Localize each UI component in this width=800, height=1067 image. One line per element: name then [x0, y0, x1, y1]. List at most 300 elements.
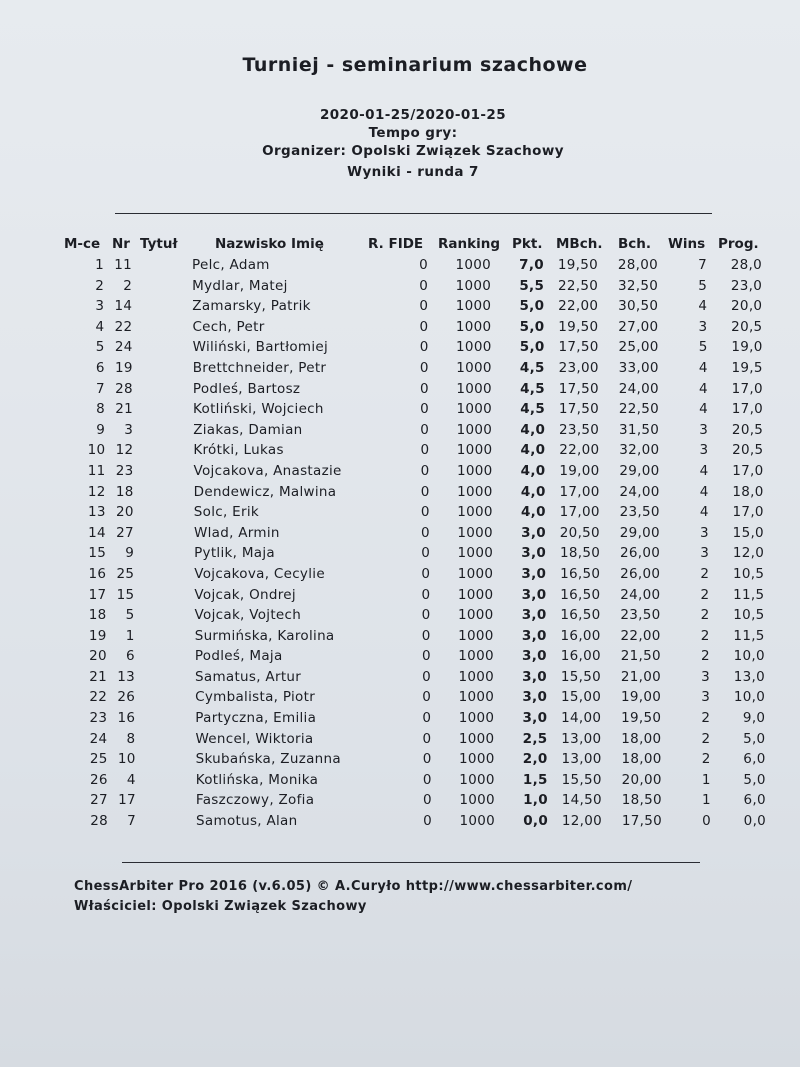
ranking-cell: 1000	[458, 668, 494, 685]
place-cell: 3	[95, 298, 105, 315]
bch-cell: 18,00	[621, 751, 662, 768]
prog-cell: 28,0	[730, 257, 762, 273]
prog-cell: 17,0	[731, 380, 763, 397]
points-cell: 4,5	[520, 401, 546, 418]
prog-cell: 10,5	[732, 565, 765, 582]
points-cell: 7,0	[519, 257, 544, 273]
fide-rating-cell: 0	[421, 607, 431, 624]
ranking-cell: 1000	[458, 730, 495, 747]
name-cell: Vojcak, Vojtech	[194, 607, 302, 624]
prog-cell: 10,0	[733, 689, 766, 706]
wins-cell: 4	[699, 401, 709, 418]
bch-cell: 21,00	[620, 668, 661, 685]
place-cell: 22	[89, 689, 108, 706]
points-cell: 3,0	[522, 689, 548, 706]
place-cell: 9	[96, 421, 106, 438]
number-cell: 8	[126, 730, 136, 747]
points-cell: 1,0	[523, 792, 548, 809]
table-row	[3, 687, 800, 708]
mbch-cell: 20,50	[559, 524, 600, 541]
wins-cell: 2	[701, 730, 711, 747]
fide-rating-cell: 0	[421, 648, 431, 665]
number-cell: 25	[116, 565, 135, 582]
fide-rating-cell: 0	[419, 359, 429, 376]
wins-cell: 2	[701, 710, 711, 727]
points-cell: 4,5	[520, 380, 545, 397]
ranking-cell: 1000	[457, 545, 494, 562]
points-cell: 3,0	[522, 710, 548, 727]
points-cell: 4,0	[520, 483, 546, 500]
number-cell: 2	[123, 277, 133, 294]
wins-cell: 2	[700, 627, 710, 644]
table-row	[3, 667, 800, 688]
points-cell: 3,0	[522, 668, 547, 685]
ranking-cell: 1000	[459, 792, 495, 809]
header-place: M-ce	[64, 236, 101, 252]
place-cell: 19	[88, 627, 107, 644]
prog-cell: 20,5	[731, 318, 763, 335]
points-cell: 3,0	[521, 627, 547, 644]
bch-cell: 32,50	[617, 277, 659, 294]
wins-cell: 2	[700, 648, 710, 665]
place-cell: 24	[89, 730, 108, 747]
number-cell: 10	[117, 751, 136, 768]
table-row	[3, 605, 800, 626]
header-name: Nazwisko Imię	[215, 236, 324, 252]
number-cell: 13	[117, 668, 135, 685]
fide-rating-cell: 0	[420, 421, 430, 438]
ranking-cell: 1000	[458, 648, 494, 665]
ranking-cell: 1000	[458, 689, 495, 706]
bch-cell: 27,00	[618, 318, 659, 335]
points-cell: 2,5	[522, 730, 548, 747]
place-cell: 16	[88, 565, 107, 582]
points-cell: 3,0	[522, 648, 547, 665]
bch-cell: 26,00	[619, 545, 661, 562]
points-cell: 5,5	[519, 277, 545, 294]
header-wins: Wins	[668, 236, 706, 252]
header-prog: Prog.	[718, 236, 759, 252]
points-cell: 5,0	[519, 318, 545, 335]
name-cell: Pytlik, Maja	[194, 545, 275, 562]
bch-cell: 22,50	[618, 401, 660, 418]
tempo-label: Tempo gry:	[368, 125, 458, 141]
fide-rating-cell: 0	[420, 380, 429, 397]
fide-rating-cell: 0	[420, 401, 430, 418]
name-cell: Kotlińska, Monika	[195, 771, 319, 788]
wins-cell: 2	[701, 751, 711, 768]
ranking-cell: 1000	[457, 483, 493, 500]
table-row	[0, 255, 800, 276]
name-cell: Kotliński, Wojciech	[193, 401, 324, 418]
prog-cell: 12,0	[732, 545, 765, 562]
prog-cell: 19,5	[731, 359, 763, 376]
mbch-cell: 19,50	[557, 257, 598, 273]
fide-rating-cell: 0	[420, 504, 430, 521]
bch-cell: 21,50	[620, 648, 661, 665]
number-cell: 19	[114, 359, 133, 376]
bch-cell: 20,00	[621, 771, 662, 788]
mbch-cell: 12,00	[561, 813, 603, 830]
bch-cell: 17,50	[621, 813, 663, 830]
points-cell: 4,0	[520, 504, 546, 521]
name-cell: Surmińska, Karolina	[194, 627, 335, 644]
mbch-cell: 15,00	[560, 689, 602, 706]
place-cell: 20	[89, 648, 107, 665]
bch-cell: 29,00	[619, 462, 660, 479]
wins-cell: 2	[700, 607, 710, 624]
mbch-cell: 15,50	[560, 668, 601, 685]
mbch-cell: 19,50	[558, 318, 599, 335]
wins-cell: 2	[700, 565, 710, 582]
mbch-cell: 23,00	[558, 359, 599, 376]
bch-cell: 23,50	[619, 504, 660, 521]
number-cell: 23	[115, 462, 134, 479]
ranking-cell: 1000	[455, 277, 492, 294]
place-cell: 25	[89, 751, 108, 768]
fide-rating-cell: 0	[419, 339, 429, 356]
points-cell: 4,0	[520, 462, 546, 479]
wins-cell: 2	[700, 586, 710, 603]
place-cell: 10	[87, 442, 106, 459]
ranking-cell: 1000	[459, 813, 496, 830]
points-cell: 5,0	[519, 298, 545, 315]
header-title: Tytuł	[140, 236, 178, 252]
fide-rating-cell: 0	[421, 524, 430, 541]
fide-rating-cell: 0	[423, 792, 432, 809]
organizer-line: Organizer: Opolski Związek Szachowy	[262, 143, 564, 159]
number-cell: 6	[125, 648, 135, 665]
name-cell: Pelc, Adam	[192, 257, 270, 273]
owner-line: Właściciel: Opolski Związek Szachowy	[74, 899, 367, 914]
number-cell: 3	[124, 421, 134, 438]
place-cell: 13	[88, 504, 106, 521]
fide-rating-cell: 0	[421, 627, 431, 644]
mbch-cell: 13,00	[561, 751, 602, 768]
prog-cell: 5,0	[743, 771, 766, 788]
software-credit: ChessArbiter Pro 2016 (v.6.05) © A.Curyło http://www.chessarbiter.com/	[74, 879, 633, 894]
bch-cell: 19,00	[620, 689, 662, 706]
ranking-cell: 1000	[456, 359, 492, 376]
wins-cell: 0	[702, 813, 712, 830]
fide-rating-cell: 0	[420, 462, 430, 479]
bch-cell: 18,50	[621, 792, 662, 809]
table-row	[3, 729, 800, 750]
mbch-cell: 19,00	[559, 462, 600, 479]
points-cell: 3,0	[521, 607, 547, 624]
mbch-cell: 17,50	[558, 380, 599, 397]
fide-rating-cell: 0	[420, 442, 430, 459]
name-cell: Cech, Petr	[192, 318, 265, 335]
ranking-cell: 1000	[455, 257, 491, 273]
wins-cell: 4	[699, 483, 709, 500]
prog-cell: 0,0	[743, 813, 767, 830]
table-row	[4, 811, 800, 832]
points-cell: 4,0	[520, 421, 546, 438]
bch-cell: 32,00	[619, 442, 660, 459]
number-cell: 17	[118, 792, 136, 809]
name-cell: Wencel, Wiktoria	[195, 730, 314, 747]
footer-divider	[122, 862, 700, 863]
table-row	[2, 523, 800, 544]
place-cell: 12	[87, 483, 106, 500]
prog-cell: 15,0	[732, 524, 764, 541]
points-cell: 0,0	[523, 813, 549, 830]
place-cell: 17	[88, 586, 107, 603]
name-cell: Dendewicz, Malwina	[193, 483, 337, 500]
wins-cell: 4	[699, 504, 709, 521]
mbch-cell: 17,00	[559, 504, 600, 521]
table-row	[0, 296, 800, 317]
mbch-cell: 15,50	[561, 771, 602, 788]
prog-cell: 23,0	[730, 277, 763, 294]
name-cell: Brettchneider, Petr	[192, 359, 327, 376]
place-cell: 21	[89, 668, 107, 685]
name-cell: Samotus, Alan	[196, 813, 298, 830]
prog-cell: 9,0	[742, 710, 766, 727]
prog-cell: 17,0	[731, 401, 764, 418]
mbch-cell: 16,50	[560, 607, 601, 624]
wins-cell: 3	[698, 318, 708, 335]
bch-cell: 23,50	[620, 607, 661, 624]
number-cell: 4	[126, 771, 136, 788]
name-cell: Podleś, Maja	[194, 648, 283, 665]
ranking-cell: 1000	[458, 710, 495, 727]
mbch-cell: 23,50	[559, 421, 600, 438]
mbch-cell: 18,50	[559, 545, 601, 562]
table-row	[2, 502, 800, 523]
fide-rating-cell: 0	[419, 257, 428, 273]
place-cell: 28	[90, 813, 109, 830]
table-row	[2, 585, 800, 606]
ranking-cell: 1000	[455, 318, 492, 335]
place-cell: 2	[95, 277, 105, 294]
number-cell: 27	[116, 524, 134, 541]
prog-cell: 20,5	[731, 421, 764, 438]
bch-cell: 24,00	[618, 380, 659, 397]
wins-cell: 4	[698, 298, 708, 315]
points-cell: 3,0	[521, 524, 546, 541]
name-cell: Ziakas, Damian	[193, 421, 303, 438]
table-row	[1, 399, 800, 420]
place-cell: 23	[89, 710, 108, 727]
wins-cell: 5	[698, 339, 708, 356]
mbch-cell: 22,00	[559, 442, 600, 459]
fide-rating-cell: 0	[419, 277, 429, 294]
wins-cell: 7	[698, 257, 707, 273]
number-cell: 24	[114, 339, 133, 356]
ranking-cell: 1000	[456, 421, 493, 438]
prog-cell: 6,0	[743, 751, 766, 768]
header-divider	[115, 213, 712, 214]
bch-cell: 29,00	[619, 524, 660, 541]
mbch-cell: 16,00	[560, 648, 601, 665]
wins-cell: 3	[699, 442, 709, 459]
place-cell: 18	[88, 607, 107, 624]
bch-cell: 33,00	[618, 359, 659, 376]
header-nr: Nr	[112, 236, 130, 252]
ranking-cell: 1000	[456, 462, 493, 479]
prog-cell: 20,0	[731, 298, 763, 315]
mbch-cell: 16,00	[560, 627, 601, 644]
fide-rating-cell: 0	[421, 565, 431, 582]
prog-cell: 5,0	[743, 730, 766, 747]
fide-rating-cell: 0	[420, 483, 430, 500]
fide-rating-cell: 0	[422, 689, 432, 706]
name-cell: Solc, Erik	[193, 504, 260, 521]
name-cell: Krótki, Lukas	[193, 442, 284, 459]
prog-cell: 10,5	[733, 607, 765, 624]
place-cell: 8	[96, 401, 106, 418]
fide-rating-cell: 0	[422, 751, 432, 768]
name-cell: Cymbalista, Piotr	[195, 689, 316, 706]
ranking-cell: 1000	[457, 586, 494, 603]
name-cell: Vojcakova, Anastazie	[193, 462, 342, 479]
points-cell: 1,5	[522, 771, 548, 788]
bch-cell: 24,00	[620, 586, 661, 603]
ranking-cell: 1000	[459, 771, 495, 788]
mbch-cell: 22,50	[557, 277, 599, 294]
mbch-cell: 22,00	[558, 298, 599, 315]
number-cell: 18	[115, 483, 134, 500]
table-row	[0, 317, 800, 338]
number-cell: 5	[125, 607, 135, 624]
place-cell: 7	[96, 380, 105, 397]
prog-cell: 18,0	[732, 483, 764, 500]
fide-rating-cell: 0	[422, 730, 432, 747]
wins-cell: 4	[699, 380, 708, 397]
name-cell: Vojcakova, Cecylie	[194, 565, 325, 582]
points-cell: 2,0	[522, 751, 548, 768]
table-row	[2, 461, 800, 482]
name-cell: Zamarsky, Patrik	[192, 298, 311, 315]
bch-cell: 28,00	[617, 257, 658, 273]
header-ranking: Ranking	[438, 236, 500, 252]
prog-cell: 17,0	[732, 462, 764, 479]
place-cell: 6	[95, 359, 105, 376]
ranking-cell: 1000	[456, 442, 493, 459]
place-cell: 26	[89, 771, 108, 788]
table-row	[1, 358, 800, 379]
name-cell: Partyczna, Emilia	[195, 710, 317, 727]
header-mbch: MBch.	[556, 236, 603, 252]
table-row	[0, 276, 800, 297]
ranking-cell: 1000	[457, 565, 494, 582]
tournament-dates: 2020-01-25/2020-01-25	[319, 107, 507, 123]
fide-rating-cell: 0	[421, 545, 431, 562]
bch-cell: 22,00	[620, 627, 661, 644]
ranking-cell: 1000	[456, 339, 492, 356]
wins-cell: 4	[699, 462, 709, 479]
wins-cell: 1	[701, 771, 711, 788]
points-cell: 3,0	[521, 545, 547, 562]
place-cell: 5	[95, 339, 105, 356]
wins-cell: 3	[701, 689, 711, 706]
wins-cell: 4	[698, 359, 708, 376]
wins-cell: 3	[700, 545, 710, 562]
ranking-cell: 1000	[458, 627, 494, 644]
mbch-cell: 17,50	[558, 339, 599, 356]
fide-rating-cell: 0	[422, 668, 431, 685]
number-cell: 7	[127, 813, 137, 830]
table-row	[1, 337, 800, 358]
ranking-cell: 1000	[455, 298, 492, 315]
place-cell: 1	[95, 257, 104, 273]
name-cell: Podleś, Bartosz	[192, 380, 301, 397]
wins-cell: 1	[702, 792, 711, 809]
place-cell: 15	[88, 545, 107, 562]
table-row	[1, 379, 800, 400]
tournament-title: Turniej - seminarium szachowe	[242, 54, 588, 76]
table-row	[2, 482, 800, 503]
prog-cell: 20,5	[732, 442, 764, 459]
mbch-cell: 17,50	[558, 401, 600, 418]
number-cell: 9	[125, 545, 135, 562]
place-cell: 27	[90, 792, 108, 809]
fide-rating-cell: 0	[419, 318, 429, 335]
name-cell: Faszczowy, Zofia	[195, 792, 315, 809]
table-row	[4, 790, 800, 811]
bch-cell: 18,00	[621, 730, 662, 747]
number-cell: 26	[117, 689, 136, 706]
number-cell: 1	[125, 627, 135, 644]
table-row	[3, 626, 800, 647]
ranking-cell: 1000	[456, 401, 493, 418]
name-cell: Vojcak, Ondrej	[194, 586, 296, 603]
table-row	[1, 440, 800, 461]
ranking-cell: 1000	[457, 607, 494, 624]
table-row	[4, 770, 800, 791]
ranking-cell: 1000	[457, 524, 493, 541]
name-cell: Wlad, Armin	[193, 524, 280, 541]
results-table	[0, 255, 800, 832]
mbch-cell: 17,00	[559, 483, 600, 500]
prog-cell: 17,0	[732, 504, 764, 521]
name-cell: Wiliński, Bartłomiej	[192, 339, 329, 356]
table-row	[3, 646, 800, 667]
bch-cell: 30,50	[618, 298, 659, 315]
wins-cell: 5	[698, 277, 708, 294]
prog-cell: 11,5	[733, 627, 765, 644]
points-cell: 4,0	[520, 442, 546, 459]
table-row	[4, 749, 800, 770]
round-label: Wyniki - runda 7	[347, 164, 479, 180]
ranking-cell: 1000	[457, 504, 493, 521]
points-cell: 3,0	[521, 565, 547, 582]
header-bch: Bch.	[618, 236, 652, 252]
points-cell: 5,0	[519, 339, 545, 356]
fide-rating-cell: 0	[421, 586, 431, 603]
fide-rating-cell: 0	[423, 813, 433, 830]
place-cell: 11	[87, 462, 106, 479]
number-cell: 15	[116, 586, 135, 603]
points-cell: 4,5	[519, 359, 545, 376]
number-cell: 11	[114, 257, 132, 273]
table-row	[3, 708, 800, 729]
mbch-cell: 16,50	[560, 565, 601, 582]
prog-cell: 10,0	[733, 648, 765, 665]
bch-cell: 26,00	[620, 565, 661, 582]
mbch-cell: 13,00	[561, 730, 602, 747]
number-cell: 16	[117, 710, 136, 727]
place-cell: 4	[95, 318, 105, 335]
wins-cell: 3	[699, 421, 709, 438]
fide-rating-cell: 0	[422, 771, 432, 788]
name-cell: Mydlar, Matej	[192, 277, 288, 294]
mbch-cell: 14,50	[561, 792, 602, 809]
bch-cell: 25,00	[618, 339, 659, 356]
table-row	[1, 420, 800, 441]
